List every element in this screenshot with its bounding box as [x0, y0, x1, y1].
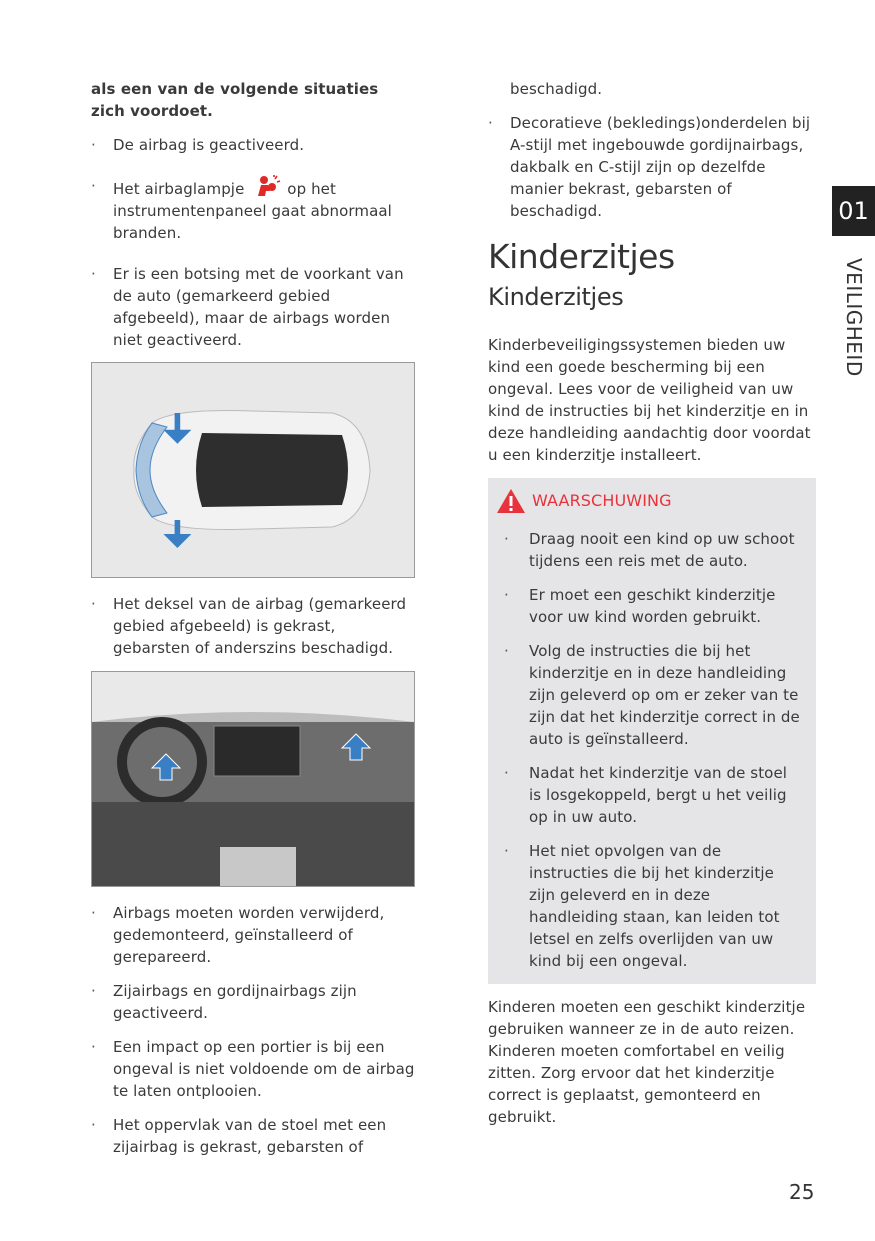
intro-text: als een van de volgende situaties zich voordoet. [91, 80, 379, 120]
intro-paragraph: Kinderbeveiligingssystemen bieden uw kind een goede bescherming bij een ongeval. Lees voor de veiligheid van uw kind de instructies bij het kinderzitje en in deze handleiding aandachtig door voordat u een kinderzitje installeert. [488, 336, 811, 464]
list-item: · Het deksel van de airbag (gemarkeerd gebied afgebeeld) is gekrast, gebarsten of anderszins beschadigd. [91, 593, 417, 659]
section-heading: Kinderzitjes [488, 237, 675, 276]
warning-list [496, 528, 802, 972]
warning-item: · Er moet een geschikt kinderzitje voor uw kind worden gebruikt. [504, 584, 802, 628]
chapter-label: VEILIGHEID [842, 258, 866, 377]
list-item: · Zijairbags en gordijnairbags zijn geactiveerd. [91, 980, 417, 1024]
list-item: · Het oppervlak van de stoel met een zijairbag is gekrast, gebarsten of [91, 1114, 417, 1158]
warning-title: WAARSCHUWING [532, 491, 672, 510]
list-item: · Airbags moeten worden verwijderd, gedemonteerd, geïnstalleerd of gerepareerd. [91, 902, 417, 968]
continued-text: beschadigd. [510, 80, 603, 98]
warning-header [496, 488, 802, 514]
bullet-list-right [488, 112, 816, 222]
list-item: · De airbag is geactiveerd. [91, 134, 417, 156]
car-top-view-figure [91, 362, 415, 578]
page-number: 25 [789, 1180, 815, 1204]
airbag-warning-icon [255, 175, 281, 197]
list-item: · Decoratieve (bekledings)onderdelen bij A-stijl met ingebouwde gordijnairbags, dakbalk en C-stijl zijn op dezelfde manier bekrast, gebarsten of beschadigd. [488, 112, 816, 222]
warning-item: · Nadat het kinderzitje van de stoel is losgekoppeld, bergt u het veilig op in uw auto. [504, 762, 802, 828]
warning-item: · Volg de instructies die bij het kinderzitje en in deze handleiding zijn geleverd op om er zeker van te zijn dat het kinderzitje correct in de auto is geïnstalleerd. [504, 640, 802, 750]
chapter-tab: 01 [832, 186, 875, 236]
subsection-heading: Kinderzitjes [488, 283, 624, 311]
warning-triangle-icon [496, 488, 526, 514]
bullet-list-b [91, 593, 417, 659]
list-item: · Er is een botsing met de voorkant van de auto (gemarkeerd gebied afgebeeld), maar de airbags worden niet geactiveerd. [91, 263, 417, 351]
list-item: · Een impact op een portier is bij een ongeval is niet voldoende om de airbag te laten ontplooien. [91, 1036, 417, 1102]
warning-box [488, 478, 816, 984]
closing-paragraph: Kinderen moeten een geschikt kinderzitje gebruiken wanneer ze in de auto reizen. Kinderen moeten comfortabel en veilig zitten. Zorg ervoor dat het kinderzitje correct is geplaatst, gemonteerd en gebruikt. [488, 998, 806, 1126]
list-item: · Het airbaglampje op het instrumentenpaneel gaat abnormaal branden. [91, 175, 417, 244]
warning-item: · Draag nooit een kind op uw schoot tijdens een reis met de auto. [504, 528, 802, 572]
bullet-list-a [91, 134, 417, 351]
dashboard-figure [91, 671, 415, 887]
bullet-list-c [91, 902, 417, 1158]
right-column [488, 78, 816, 1128]
left-column [91, 78, 417, 1158]
warning-item: · Het niet opvolgen van de instructies die bij het kinderzitje zijn geleverd en in deze handleiding staan, kan leiden tot letsel en zelfs overlijden van uw kind bij een ongeval. [504, 840, 802, 972]
